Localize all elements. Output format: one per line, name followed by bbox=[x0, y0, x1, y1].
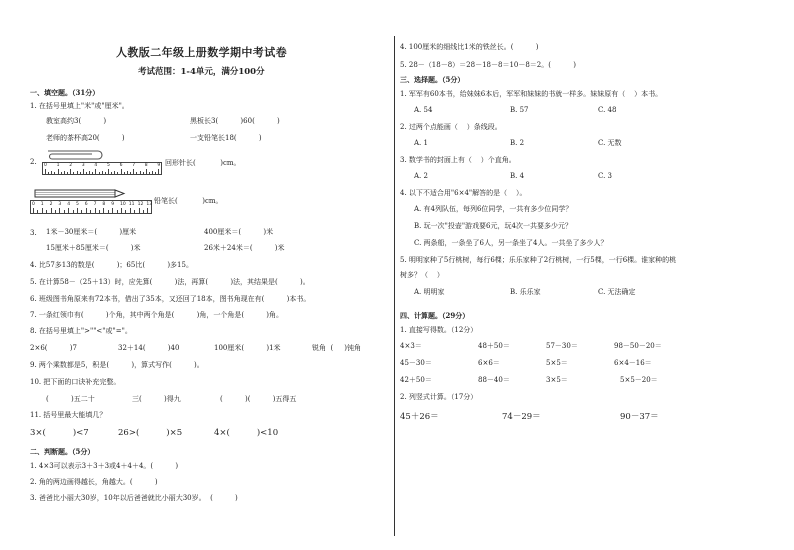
ruler-tick bbox=[133, 169, 134, 174]
ruler-tick bbox=[146, 169, 147, 174]
ruler-tick bbox=[77, 171, 78, 175]
ruler-label: 5 bbox=[107, 163, 110, 168]
choice-4-option-b: B. 玩一次"投壶"游戏要6元，玩4次一共要多少元？ bbox=[414, 222, 572, 230]
choice-2-text: 2. 过两个点能画（ ）条线段。 bbox=[400, 123, 502, 131]
q3d-text: 26米＋24米＝( )米 bbox=[204, 244, 285, 252]
q3-number: 3. bbox=[30, 229, 37, 237]
q1c-text: 老师的茶杯高20( ) bbox=[46, 134, 125, 142]
ruler-tick bbox=[134, 210, 135, 214]
ruler-label: 3 bbox=[81, 163, 85, 168]
calc-2-text: 2. 列竖式计算。（17分） bbox=[400, 393, 478, 401]
ruler-label: 11 bbox=[128, 202, 135, 207]
q8-text: 8. 在括号里填上">""<"或"="。 bbox=[30, 327, 132, 335]
judge-1-text: 1. 4×3可以表示3＋3＋3或4＋4＋4。( ) bbox=[30, 462, 179, 470]
q9-text: 9. 两个乘数都是5，积是( )，算式写作( )。 bbox=[30, 361, 204, 369]
ruler-label: 2 bbox=[69, 163, 73, 168]
ruler-tick bbox=[86, 172, 87, 174]
q7-text: 7. 一条红领巾有( )个角，其中两个角是( )角，一个角是( )角。 bbox=[30, 311, 284, 319]
ruler-tick bbox=[140, 171, 141, 175]
section-true-false-heading: 二、判断题。（5分） bbox=[30, 447, 95, 456]
ruler-bottom bbox=[30, 200, 152, 214]
ruler-tick bbox=[54, 172, 55, 174]
paper-clip-icon bbox=[42, 148, 104, 162]
ruler-tick bbox=[124, 172, 125, 174]
calc-cell: 6×6＝ bbox=[478, 359, 500, 367]
ruler-tick bbox=[73, 210, 74, 214]
section-fill-in-heading: 一、填空题。（31分） bbox=[30, 88, 100, 97]
ruler-tick bbox=[80, 172, 81, 174]
ruler-tick bbox=[130, 208, 131, 213]
ruler-tick bbox=[108, 210, 109, 214]
ruler-tick bbox=[68, 208, 69, 213]
ruler-tick bbox=[55, 210, 56, 214]
ruler-tick bbox=[152, 171, 153, 175]
ruler-tick bbox=[90, 210, 91, 214]
choice-5-option-a: A. 明明家 bbox=[414, 288, 445, 296]
section-calc-heading: 四、计算题。（29分） bbox=[400, 311, 470, 320]
vertical-calc-3: 90－37＝ bbox=[620, 412, 659, 422]
calc-cell: 88－40＝ bbox=[478, 376, 510, 384]
ruler-tick bbox=[147, 208, 148, 213]
choice-5-text: 5. 明明家种了5行桃树，每行6棵；乐乐家种了2行桃树，一行5棵，一行6棵。谁家种的桃 bbox=[400, 256, 677, 264]
ruler-tick bbox=[64, 210, 65, 214]
choice-4-option-c: C. 两条船，一条坐了6人，另一条坐了4人。一共坐了多少人？ bbox=[414, 239, 608, 247]
calc-cell: 45－30＝ bbox=[400, 359, 432, 367]
ruler-tick bbox=[102, 171, 103, 175]
ruler-tick bbox=[105, 172, 106, 174]
page-title: 人教版二年级上册数学期中考试卷 bbox=[116, 46, 287, 59]
ruler-tick bbox=[136, 172, 137, 174]
q1b-text: 黑板长3( )60( ) bbox=[190, 117, 280, 125]
ruler-label: 9 bbox=[111, 202, 115, 207]
choice-3-option-b: B. 4 bbox=[510, 172, 525, 180]
ruler-tick bbox=[108, 169, 109, 174]
ruler-tick bbox=[37, 210, 38, 214]
choice-2-option-a: A. 1 bbox=[414, 139, 428, 147]
ruler-label: 7 bbox=[132, 163, 136, 168]
ruler-tick bbox=[81, 210, 82, 214]
choice-1-option-c: C. 48 bbox=[598, 106, 617, 114]
ruler-tick bbox=[103, 208, 104, 213]
ruler-tick bbox=[58, 169, 59, 174]
choice-5-option-b: B. 乐乐家 bbox=[510, 288, 541, 296]
q6-text: 6. 班级图书角原来有72本书，借出了35本，又还回了18本，图书角现在有( )本书。 bbox=[30, 295, 311, 303]
ruler-label: 2 bbox=[49, 202, 53, 207]
q11c-text: 4×( )<10 bbox=[214, 428, 279, 438]
ruler-tick bbox=[92, 172, 93, 174]
calc-cell: 98－50－20＝ bbox=[614, 342, 662, 350]
ruler-tick bbox=[125, 210, 126, 214]
q1a-text: 教室高约3( ) bbox=[46, 117, 107, 125]
q11b-text: 26>( )×5 bbox=[118, 428, 183, 438]
q11a-text: 3×( )<7 bbox=[30, 428, 89, 438]
ruler-tick bbox=[86, 208, 87, 213]
choice-1-option-a: A. 54 bbox=[414, 106, 433, 114]
q8a-text: 2×6( )7 bbox=[30, 344, 77, 352]
calc-cell: 3×5＝ bbox=[546, 376, 568, 384]
judge-5-text: 5. 28－（18－8）＝28－18－8＝10－8＝2。( ) bbox=[400, 61, 576, 69]
ruler-tick bbox=[99, 210, 100, 214]
calc-cell: 5×5＝ bbox=[546, 359, 568, 367]
q4-text: 4. 比57多13的数是( )；65比( )多15。 bbox=[30, 261, 193, 269]
page-subtitle: 考试范围：1-4单元，满分100分 bbox=[138, 67, 265, 77]
choice-2-option-b: B. 2 bbox=[510, 139, 525, 147]
choice-3-option-a: A. 2 bbox=[414, 172, 428, 180]
ruler-tick bbox=[42, 208, 43, 213]
choice-4-text: 4. 以下不适合用"6×4"解答的是（ ）。 bbox=[400, 189, 527, 197]
calc-cell: 4×3＝ bbox=[400, 342, 422, 350]
q8c-text: 100厘米( )1米 bbox=[214, 344, 281, 352]
q10c-text: ( )( )五得五 bbox=[220, 395, 297, 403]
choice-1-text: 1. 军军有60本书，给妹妹6本后，军军和妹妹的书就一样多。妹妹原有（ ）本书。 bbox=[400, 90, 663, 98]
ruler-tick bbox=[149, 172, 150, 174]
ruler-tick bbox=[70, 169, 71, 174]
q2-number: 2. bbox=[30, 158, 37, 166]
ruler-label: 0 bbox=[32, 202, 35, 207]
ruler-tick bbox=[95, 208, 96, 213]
ruler-tick bbox=[48, 172, 49, 174]
q1-text: 1. 在括号里填上"米"或"厘米"。 bbox=[30, 102, 129, 110]
ruler-label: 4 bbox=[67, 202, 71, 207]
ruler-tick bbox=[127, 171, 128, 175]
ruler-tick bbox=[46, 210, 47, 214]
ruler-label: 8 bbox=[144, 163, 148, 168]
choice-4-option-a: A. 有4列队伍，每列6位同学，一共有多少位同学？ bbox=[414, 205, 573, 213]
ruler-tick bbox=[114, 171, 115, 175]
q8d-text: 锐角 ( )钝角 bbox=[312, 344, 362, 352]
ruler-label: 1 bbox=[40, 202, 44, 207]
ruler-tick bbox=[95, 169, 96, 174]
ruler-tick bbox=[155, 172, 156, 174]
judge-3-text: 3. 爸爸比小丽大30岁，10年以后爸爸就比小丽大30岁。 ( ) bbox=[30, 494, 238, 502]
ruler-tick bbox=[77, 208, 78, 213]
ruler-tick bbox=[73, 172, 74, 174]
q1d-text: 一支铅笔长18( ) bbox=[190, 134, 262, 142]
choice-2-option-c: C. 无数 bbox=[598, 139, 622, 147]
ruler-label: 7 bbox=[93, 202, 97, 207]
ruler-tick bbox=[139, 208, 140, 213]
ruler-label: 13 bbox=[146, 202, 153, 207]
pencil-icon bbox=[34, 188, 126, 200]
ruler-label: 5 bbox=[76, 202, 79, 207]
q3c-text: 15厘米＋85厘米＝( )米 bbox=[46, 244, 141, 252]
choice-3-option-c: C. 3 bbox=[598, 172, 613, 180]
q8b-text: 32＋14( )40 bbox=[118, 344, 180, 352]
q3a-text: 1米－30厘米＝( )厘米 bbox=[46, 228, 137, 236]
ruler-label: 10 bbox=[120, 202, 126, 207]
q10a-text: ( )五二十 bbox=[46, 395, 95, 403]
ruler-label: 6 bbox=[119, 163, 123, 168]
ruler-tick bbox=[117, 172, 118, 174]
ruler-label: 4 bbox=[94, 163, 98, 168]
ruler-tick bbox=[64, 171, 65, 175]
choice-3-text: 3. 数学书的封面上有（ ）个直角。 bbox=[400, 156, 516, 164]
ruler-tick bbox=[121, 208, 122, 213]
ruler-tick bbox=[45, 169, 46, 174]
section-choice-heading: 三、选择题。（5分） bbox=[400, 75, 465, 84]
judge-2-text: 2. 角的两边画得越长，角越大。( ) bbox=[30, 478, 158, 486]
ruler-tick bbox=[61, 172, 62, 174]
ruler-label: 0 bbox=[44, 163, 47, 168]
choice-1-option-b: B. 57 bbox=[510, 106, 529, 114]
ruler-label: 9 bbox=[157, 163, 161, 168]
calc-cell: 42＋50＝ bbox=[400, 376, 432, 384]
ruler-tick bbox=[59, 208, 60, 213]
calc-cell: 6×4－16＝ bbox=[614, 359, 652, 367]
calc-cell: 48＋50＝ bbox=[478, 342, 510, 350]
ruler-tick bbox=[143, 210, 144, 214]
ruler-tick bbox=[51, 171, 52, 175]
calc-cell: 57－30＝ bbox=[546, 342, 578, 350]
ruler-tick bbox=[99, 172, 100, 174]
q2-paper-clip-text: 回形针长( )cm。 bbox=[165, 159, 241, 167]
q10b-text: 三( )得九 bbox=[132, 395, 181, 403]
ruler-label: 12 bbox=[137, 202, 144, 207]
ruler-tick bbox=[67, 172, 68, 174]
ruler-tick bbox=[111, 172, 112, 174]
vertical-calc-1: 45＋26＝ bbox=[400, 412, 439, 422]
calc-cell: 5×5－20＝ bbox=[620, 376, 658, 384]
column-divider bbox=[394, 36, 395, 536]
ruler-label: 8 bbox=[102, 202, 106, 207]
choice-5-option-c: C. 无法确定 bbox=[598, 288, 636, 296]
ruler-tick bbox=[121, 169, 122, 174]
q10-text: 10. 把下面的口诀补充完整。 bbox=[30, 378, 121, 386]
ruler-label: 6 bbox=[84, 202, 88, 207]
q5-text: 5. 在计算58－（25＋13）时，应先算( )法，再算( )法，其结果是( )。 bbox=[30, 278, 310, 286]
ruler-tick bbox=[112, 208, 113, 213]
ruler-tick bbox=[117, 210, 118, 214]
calc-1-text: 1. 直接写得数。（12分） bbox=[400, 326, 478, 334]
ruler-top bbox=[42, 162, 162, 175]
ruler-tick bbox=[51, 208, 52, 213]
ruler-tick bbox=[33, 208, 34, 213]
ruler-tick bbox=[130, 172, 131, 174]
choice-5-text-cont: 树多？（ ） bbox=[400, 271, 444, 279]
q2-pencil-text: 铅笔长( )cm。 bbox=[154, 197, 223, 205]
ruler-label: 1 bbox=[56, 163, 60, 168]
judge-4-text: 4. 100厘米的细线比1米的铁丝长。( ) bbox=[400, 43, 539, 51]
ruler-tick bbox=[143, 172, 144, 174]
ruler-tick bbox=[158, 169, 159, 174]
ruler-tick bbox=[89, 171, 90, 175]
q3b-text: 400厘米＝( )米 bbox=[204, 228, 274, 236]
q11-text: 11. 括号里最大能填几？ bbox=[30, 411, 107, 419]
ruler-tick bbox=[83, 169, 84, 174]
vertical-calc-2: 74－29＝ bbox=[502, 412, 541, 422]
ruler-label: 3 bbox=[58, 202, 62, 207]
